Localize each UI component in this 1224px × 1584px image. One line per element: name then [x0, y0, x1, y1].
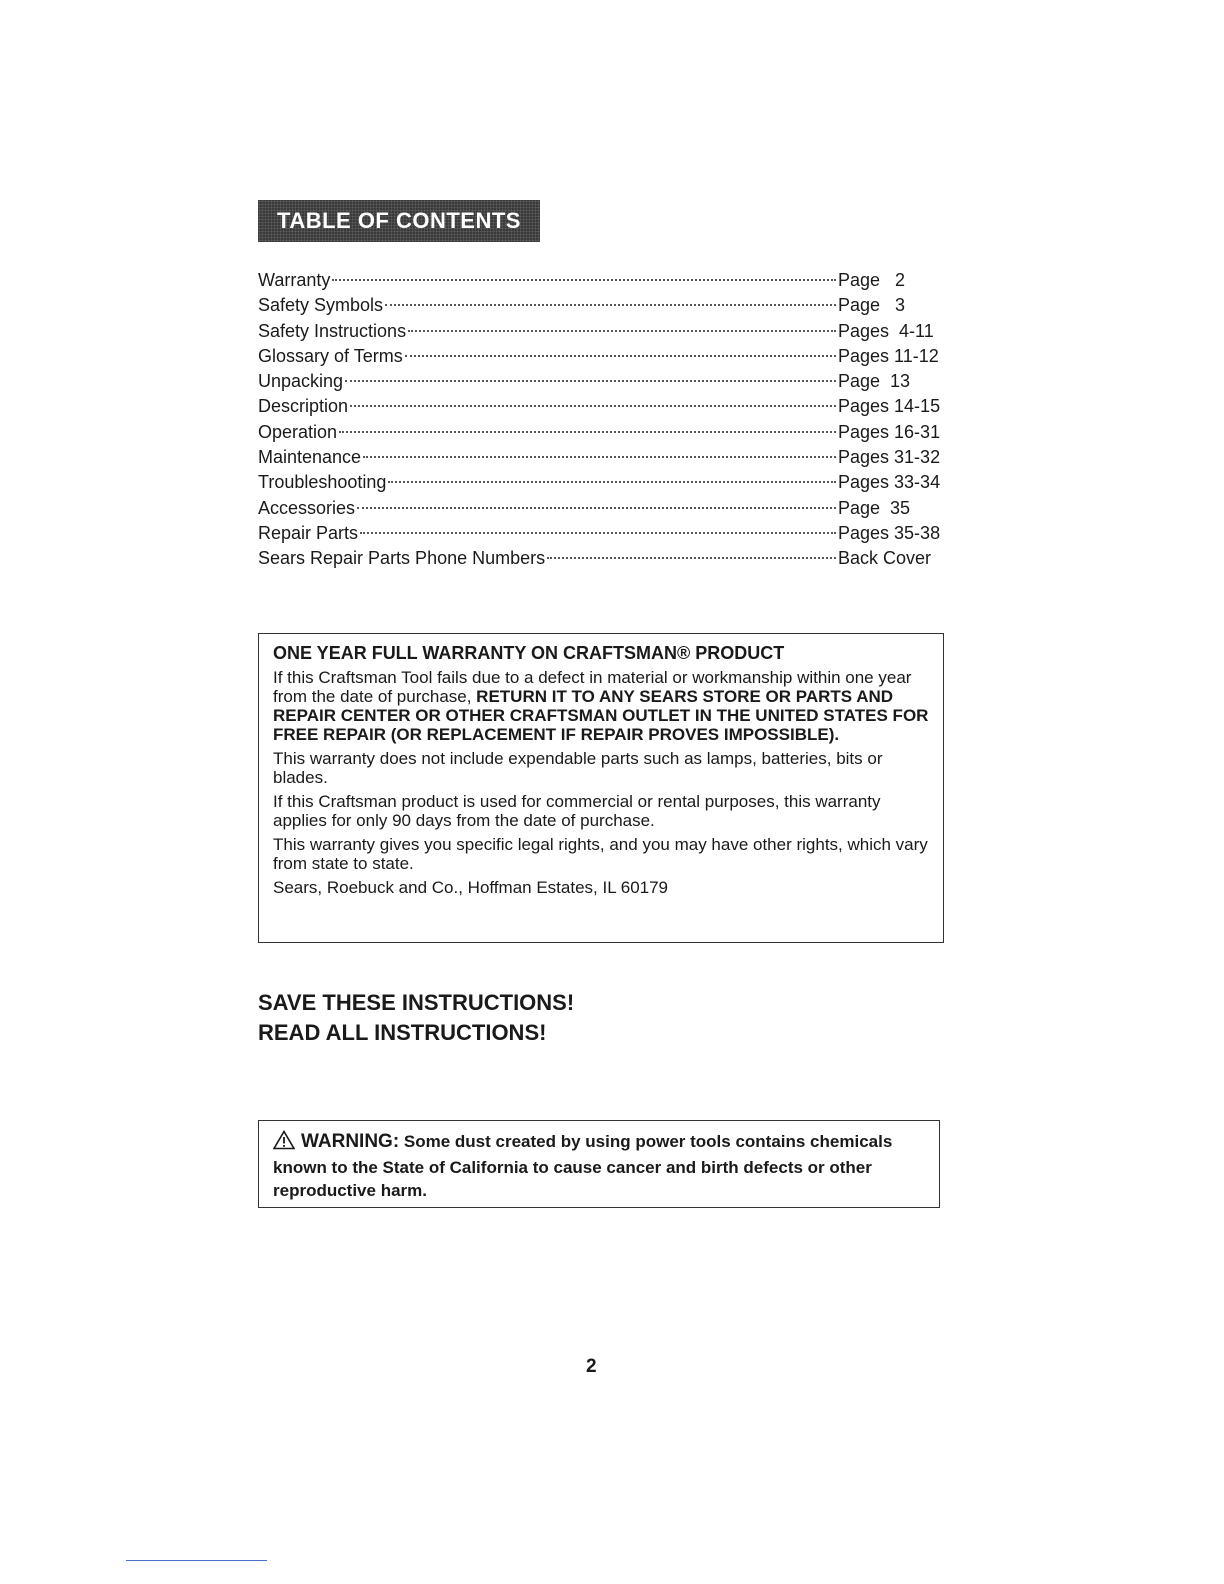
warranty-paragraph — [273, 668, 929, 744]
toc-entry-title: Repair Parts — [258, 522, 359, 543]
toc-entry-title: Warranty — [258, 270, 331, 290]
save-instructions-line: SAVE THESE INSTRUCTIONS! — [258, 990, 575, 1015]
toc-entry — [258, 420, 948, 445]
warranty-exclusions: This warranty does not include expendable parts such as lamps, batteries, bits or blades. — [273, 749, 883, 787]
toc-entry-page: Page 35 — [838, 497, 911, 518]
page-number: 2 — [586, 1356, 597, 1377]
warranty-return-text: RETURN IT TO ANY SEARS STORE OR PARTS AND REPAIR CENTER OR OTHER CRAFTSMAN OUTLET IN THE UNITED STATES FOR FREE REPAIR (OR REPLACEMENT IF REPAIR PROVES IMPOSSIBLE). — [273, 687, 929, 744]
toc-entry-page: Pages 33-34 — [838, 472, 941, 493]
dot-leader — [547, 557, 836, 559]
warning-box — [258, 1120, 940, 1208]
warning-label: WARNING: — [301, 1131, 400, 1152]
toc-entry — [258, 394, 948, 419]
toc-entry-title: Sears Repair Parts Phone Numbers — [258, 548, 546, 569]
warranty-box — [258, 633, 944, 943]
toc-entry-title: Glossary of Terms — [258, 345, 403, 366]
footer-rule — [126, 1560, 267, 1561]
toc-list — [258, 268, 948, 572]
toc-entry-page: Pages 16-31 — [838, 421, 941, 442]
dot-leader — [332, 279, 836, 281]
warning-text: Some dust created by using power tools contains chemicals known to the State of California to cause cancer and birth defects or other reproductive harm. — [273, 1132, 893, 1200]
warranty-address: Sears, Roebuck and Co., Hoffman Estates, IL 60179 — [273, 878, 669, 897]
toc-entry-title: Unpacking — [258, 371, 344, 392]
toc-entry — [258, 369, 948, 394]
toc-entry-title: Operation — [258, 421, 338, 442]
dot-leader — [350, 405, 836, 407]
toc-entry-page: Page 2 — [838, 270, 906, 290]
warranty-title: ONE YEAR FULL WARRANTY ON CRAFTSMAN® PRODUCT — [273, 643, 785, 663]
dot-leader — [363, 456, 836, 458]
toc-entry-title: Troubleshooting — [258, 472, 387, 493]
toc-entry — [258, 521, 948, 546]
toc-entry — [258, 319, 948, 344]
dot-leader — [357, 507, 836, 509]
warranty-text: If this Craftsman Tool fails due to a defect in material or workmanship within one year from the date of purchase, — [273, 668, 912, 706]
toc-entry — [258, 293, 948, 318]
toc-entry — [258, 268, 948, 293]
toc-entry — [258, 546, 948, 571]
warranty-legal-rights: This warranty gives you specific legal rights, and you may have other rights, which vary from state to state. — [273, 835, 928, 873]
toc-entry-page: Back Cover — [838, 548, 932, 569]
toc-entry — [258, 470, 948, 495]
dot-leader — [388, 481, 836, 483]
save-instructions-notice — [258, 988, 574, 1048]
dot-leader — [339, 431, 836, 433]
toc-entry — [258, 344, 948, 369]
toc-entry-page: Page 13 — [838, 371, 911, 392]
toc-entry — [258, 445, 948, 470]
toc-entry-title: Safety Instructions — [258, 320, 407, 341]
dot-leader — [385, 304, 836, 306]
toc-entry-title: Accessories — [258, 497, 356, 518]
toc-heading: TABLE OF CONTENTS — [258, 200, 540, 242]
toc-entry-page: Pages 11-12 — [838, 345, 939, 366]
toc-entry-page: Pages 14-15 — [838, 396, 941, 417]
toc-entry-title: Safety Symbols — [258, 295, 384, 316]
toc-entry-title: Description — [258, 396, 349, 417]
toc-entry-title: Maintenance — [258, 447, 362, 468]
toc-entry-page: Pages 4-11 — [838, 320, 934, 341]
dot-leader — [345, 380, 836, 382]
toc-entry-page: Page 3 — [838, 295, 906, 316]
toc-entry-page: Pages 35-38 — [838, 522, 941, 543]
toc-entry-page: Pages 31-32 — [838, 447, 941, 468]
warning-triangle-icon — [273, 1130, 295, 1156]
warranty-commercial-use: If this Craftsman product is used for commercial or rental purposes, this warranty applies for only 90 days from the date of purchase. — [273, 792, 881, 830]
read-instructions-line: READ ALL INSTRUCTIONS! — [258, 1020, 547, 1045]
dot-leader — [405, 355, 836, 357]
dot-leader — [408, 330, 836, 332]
dot-leader — [360, 532, 836, 534]
toc-entry — [258, 496, 948, 521]
